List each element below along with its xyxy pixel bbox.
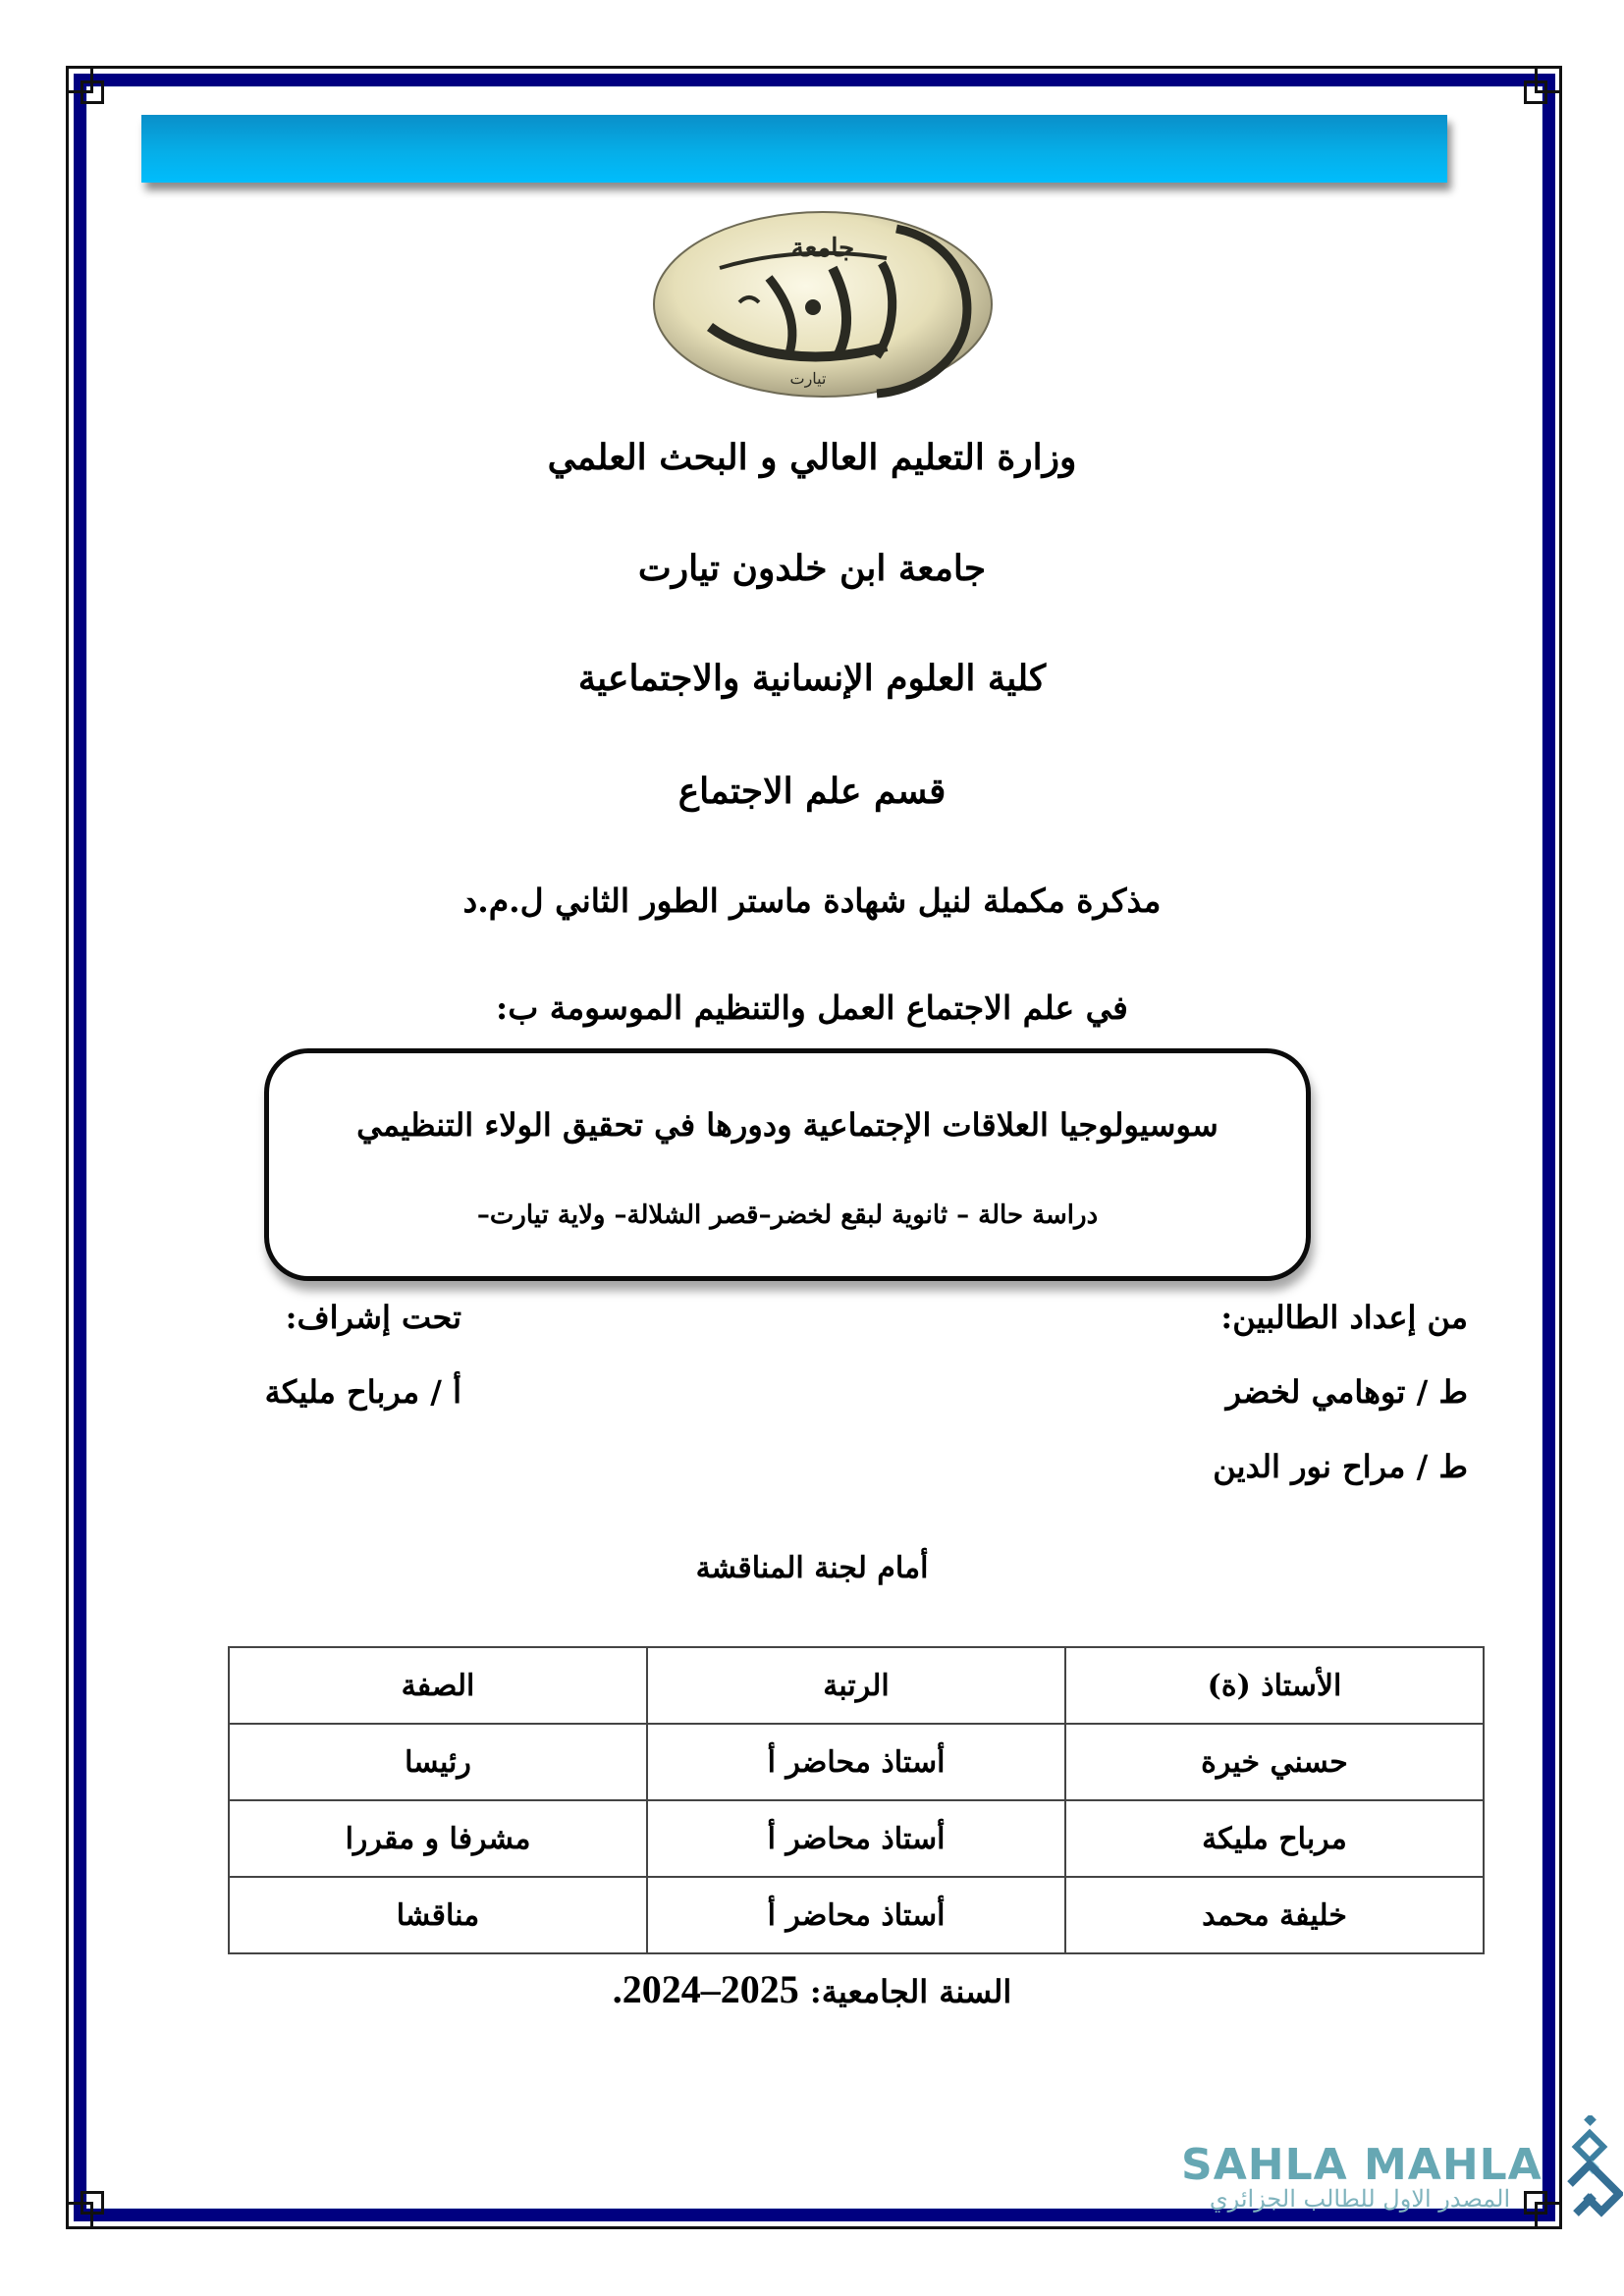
university-logo <box>651 209 995 400</box>
committee-table <box>228 1646 1485 1954</box>
watermark-tagline: المصدر الاول للطالب الجزائري <box>1209 2185 1511 2213</box>
students-block <box>1213 1294 1468 1518</box>
column-header-role: الصفة <box>229 1647 647 1724</box>
svg-text:تيارت: تيارت <box>789 369 827 388</box>
thesis-title: سوسيولوجيا العلاقات الإجتماعية ودورها في تحقيق الولاء التنظيمي <box>356 1106 1218 1144</box>
cell-role: مناقشا <box>229 1877 647 1953</box>
student-name: ط / توهامي لخضر <box>1225 1373 1468 1411</box>
university-heading: جامعة ابن خلدون تيارت <box>637 548 987 589</box>
header-blue-bar <box>141 115 1447 183</box>
column-header-rank: الرتبة <box>647 1647 1065 1724</box>
department-heading: قسم علم الاجتماع <box>677 771 947 812</box>
table-row <box>229 1877 1484 1953</box>
frame-corner-ornament <box>81 80 104 104</box>
degree-statement: مذكرة مكملة لنيل شهادة ماستر الطور الثاني ل.م.د <box>462 881 1162 920</box>
supervisor-name: أ / مرباح مليكة <box>264 1373 461 1411</box>
student-name: ط / مراح نور الدين <box>1213 1448 1468 1485</box>
svg-text:جامعة: جامعة <box>790 234 855 263</box>
cell-role: رئيسا <box>229 1724 647 1800</box>
supervisor-block <box>265 1294 461 1443</box>
academic-year-label: السنة الجامعية: <box>809 1973 1012 2010</box>
frame-corner-ornament <box>81 2191 104 2215</box>
thesis-subtitle: دراسة حالة – ثانوية لبقع لخضر–قصر الشلالة– ولاية تيارت– <box>476 1201 1099 1230</box>
column-header-professor: الأستاذ (ة) <box>1065 1647 1484 1724</box>
cell-professor: خليفة محمد <box>1065 1877 1484 1953</box>
academic-year <box>0 1966 1624 2012</box>
cell-rank: أستاذ محاضر أ <box>647 1724 1065 1800</box>
faculty-heading: كلية العلوم الإنسانية والاجتماعية <box>577 658 1047 699</box>
thesis-title-box <box>264 1048 1311 1281</box>
supervisor-label: تحت إشراف: <box>285 1299 461 1336</box>
ministry-heading: وزارة التعليم العالي و البحث العلمي <box>547 437 1077 478</box>
sahla-mahla-logo-icon <box>1566 2115 1623 2223</box>
cell-rank: أستاذ محاضر أ <box>647 1800 1065 1877</box>
committee-label: أمام لجنة المناقشة <box>695 1551 929 1585</box>
university-logo-icon <box>651 209 995 400</box>
table-row <box>229 1800 1484 1877</box>
table-header-row <box>229 1647 1484 1724</box>
table-row <box>229 1724 1484 1800</box>
cell-professor: حسني خيرة <box>1065 1724 1484 1800</box>
specialty-statement: في علم الاجتماع العمل والتنظيم الموسومة ب: <box>496 988 1128 1027</box>
students-label: من إعداد الطالبين: <box>1220 1299 1468 1336</box>
cell-role: مشرفا و مقررا <box>229 1800 647 1877</box>
academic-year-value: 2024–2025 <box>622 1967 799 2011</box>
frame-corner-ornament <box>1524 80 1547 104</box>
cell-rank: أستاذ محاضر أ <box>647 1877 1065 1953</box>
watermark-brand: SAHLA MAHLA <box>1181 2140 1543 2190</box>
cell-professor: مرباح مليكة <box>1065 1800 1484 1877</box>
academic-year-suffix: . <box>612 1967 623 2011</box>
